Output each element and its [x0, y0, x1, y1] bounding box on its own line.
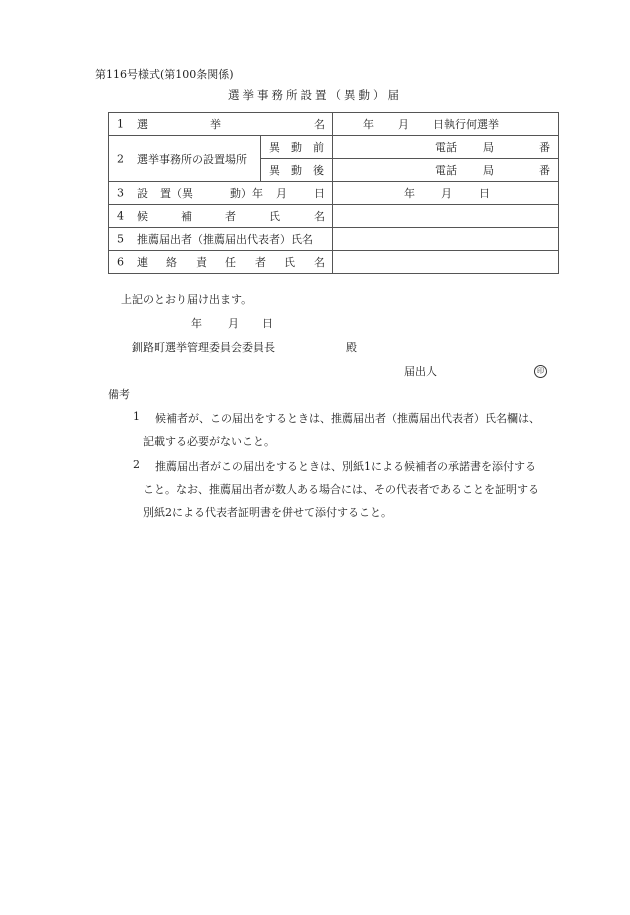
row5-label-cell [109, 228, 333, 251]
row3-label-part: 置（異 [160, 187, 193, 200]
statement: 上記のとおり届け出ます。 [121, 293, 253, 306]
row4-label-char: 者 [225, 210, 236, 223]
row6-label-char: 氏 [284, 256, 295, 269]
date-year: 年 [191, 317, 202, 330]
row6-label-cell [109, 251, 333, 274]
row4-num: 4 [117, 209, 124, 223]
election-year-label: 年 [363, 118, 374, 131]
row1-label-char: 挙 [210, 118, 221, 131]
dono: 殿 [346, 341, 357, 354]
row3-label-part: 月 [276, 187, 287, 200]
after-move-char: 異 [269, 164, 280, 177]
after-move-char: 後 [313, 164, 324, 177]
row3-num: 3 [117, 186, 124, 200]
remarks-title: 備考 [108, 388, 130, 401]
table-row [109, 228, 559, 251]
before-move-char: 異 [269, 141, 280, 154]
after-move-value-cell[interactable] [333, 159, 559, 182]
table-row [109, 182, 559, 205]
row1-label-char: 名 [314, 118, 325, 131]
row6-label-char: 責 [196, 256, 207, 269]
setup-year-label: 年 [404, 187, 415, 200]
row6-num: 6 [117, 255, 124, 269]
setup-day-label: 日 [479, 187, 490, 200]
row6-label-char: 絡 [166, 256, 177, 269]
before-move-label-cell [261, 136, 333, 159]
setup-month-label: 月 [441, 187, 452, 200]
date-month: 月 [228, 317, 239, 330]
row6-label-char: 連 [137, 256, 148, 269]
row3-label-cell [109, 182, 333, 205]
row4-label-char: 補 [181, 210, 192, 223]
row2-label-cell [109, 136, 261, 182]
seal-mark: 印 [534, 365, 547, 378]
form-number: 第116号様式(第100条関係) [95, 68, 234, 81]
after-move-label-cell [261, 159, 333, 182]
recommender-name-value[interactable] [333, 228, 559, 251]
table-row [109, 113, 559, 136]
bureau-label: 局 [483, 164, 494, 177]
row3-label-part: 動）年 [230, 187, 263, 200]
phone-label: 電話 [435, 164, 457, 177]
phone-label: 電話 [435, 141, 457, 154]
form-title: 選挙事務所設置（異動）届 [228, 88, 402, 102]
row4-label-char: 氏 [269, 210, 280, 223]
note-2-line-1: 推薦届出者がこの届出をするときは、別紙1による候補者の承諾書を添付する [155, 460, 536, 473]
before-move-char: 前 [313, 141, 324, 154]
row6-label-char: 者 [255, 256, 266, 269]
number-label: 番 [539, 141, 550, 154]
table-row [109, 251, 559, 274]
election-day-label: 日執行何選挙 [433, 118, 499, 131]
row6-label-char: 名 [314, 256, 325, 269]
date-day: 日 [262, 317, 273, 330]
election-month-label: 月 [398, 118, 409, 131]
table-row [109, 136, 559, 159]
row1-value-cell[interactable] [333, 113, 559, 136]
before-move-char: 動 [291, 141, 302, 154]
contact-person-value[interactable] [333, 251, 559, 274]
seal-icon [534, 363, 547, 378]
note-1-line-1: 候補者が、この届出をするときは、推薦届出者（推薦届出代表者）氏名欄は、 [155, 412, 540, 425]
row3-label-part: 設 [137, 187, 148, 200]
row4-label-char: 候 [137, 210, 148, 223]
candidate-name-value[interactable] [333, 205, 559, 228]
row2-label: 選挙事務所の設置場所 [137, 152, 247, 166]
note-1-num: 1 [133, 410, 140, 423]
row1-label-char: 選 [137, 118, 148, 131]
bureau-label: 局 [483, 141, 494, 154]
note-2-num: 2 [133, 458, 140, 471]
row4-label-char: 名 [314, 210, 325, 223]
note-2-line-3: 別紙2による代表者証明書を併せて添付すること。 [143, 506, 392, 519]
number-label: 番 [539, 164, 550, 177]
row5-label: 推薦届出者（推薦届出代表者）氏名 [137, 233, 313, 246]
addressee: 釧路町選挙管理委員会委員長 [132, 341, 275, 354]
note-2-line-2: こと。なお、推薦届出者が数人ある場合には、その代表者であることを証明する [143, 483, 539, 496]
before-move-value-cell[interactable] [333, 136, 559, 159]
row1-num: 1 [117, 117, 124, 131]
row3-label-part: 日 [314, 187, 325, 200]
row5-num: 5 [117, 232, 124, 246]
row6-label-char: 任 [225, 256, 236, 269]
note-1-line-2: 記載する必要がないこと。 [143, 435, 275, 448]
applicant-label: 届出人 [404, 365, 437, 378]
row3-value-cell[interactable] [333, 182, 559, 205]
notification-table [108, 112, 559, 274]
row2-num: 2 [117, 152, 124, 165]
after-move-char: 動 [291, 164, 302, 177]
row4-label-cell [109, 205, 333, 228]
row1-label-cell [109, 113, 333, 136]
table-row [109, 205, 559, 228]
